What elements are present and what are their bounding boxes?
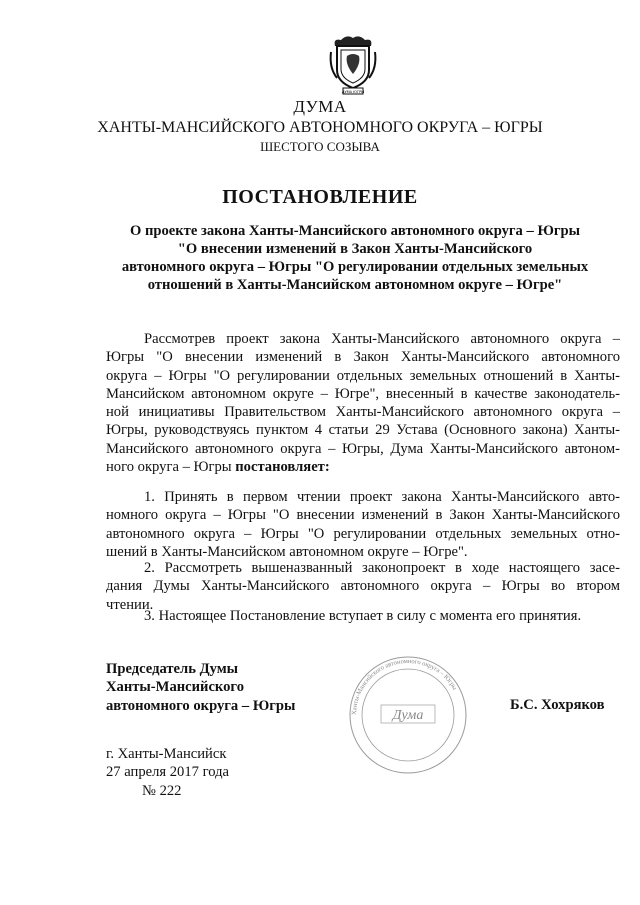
subject-line: О проекте закона Ханты-Мансийского автономного округа – Югры <box>129 223 581 239</box>
svg-text:Дума: Дума <box>392 708 424 723</box>
document-subject <box>100 222 610 294</box>
svg-text:ДУМА ЮГРЫ: ДУМА ЮГРЫ <box>341 90 365 94</box>
organization-title: ДУМА <box>293 97 347 116</box>
region-title: ХАНТЫ-МАНСИЙСКОГО АВТОНОМНОГО ОКРУГА – ЮГРЫ <box>97 119 543 136</box>
subject-line: отношений в Ханты-Мансийском автономном округе – Югре" <box>147 277 563 293</box>
preamble-last-line <box>106 458 620 476</box>
document-number: № 222 <box>142 782 182 799</box>
preamble-line: ной инициативы Правительством Ханты-Мансийского автономного округа – <box>106 404 620 421</box>
coat-of-arms-icon <box>327 34 379 96</box>
document-type-heading: ПОСТАНОВЛЕНИЕ <box>222 186 418 208</box>
official-stamp <box>343 655 473 775</box>
preamble-line: Югры "О внесении изменений в Закон Ханты-Мансийского автономного <box>106 349 620 366</box>
preamble-line: Мансийском автономном округе – Югре", внесенный в качестве законодатель- <box>106 385 620 402</box>
item-line: 1. Принять в первом чтении проект закона Ханты-Мансийского авто- <box>144 489 620 505</box>
subject-line: "О внесении изменений в Закон Ханты-Мансийского <box>177 241 533 257</box>
item-line: автономного округа – Югры "О регулировании отдельных земельных отно- <box>106 525 620 542</box>
preamble-paragraph <box>106 330 620 476</box>
date-label: 27 апреля 2017 года <box>106 764 229 781</box>
item-line: 3. Настоящее Постановление вступает в силу с момента его принятия. <box>144 608 582 624</box>
convocation-label: ШЕСТОГО СОЗЫВА <box>260 139 380 154</box>
signer-title-line: Председатель Думы <box>106 661 239 677</box>
preamble-line: Мансийского автономного округа – Югры, Дума Ханты-Мансийского автоном- <box>106 440 620 457</box>
signer-title <box>106 660 295 715</box>
svg-text:Ханты-Мансийского автономного: Ханты-Мансийского автономного округа – Югры <box>350 657 459 716</box>
signer-title-line: Ханты-Мансийского <box>106 679 244 696</box>
preamble-line: Югры, руководствуясь пунктом 4 статьи 29 Устава (Основного закона) Ханты- <box>106 422 620 439</box>
signer-name: Б.С. Хохряков <box>510 697 605 713</box>
resolves-word: постановляет: <box>235 459 330 476</box>
city-label: г. Ханты-Мансийск <box>106 746 227 762</box>
preamble-line: Рассмотрев проект закона Ханты-Мансийского автономного округа – <box>144 331 620 347</box>
item-line: номного округа – Югры "О внесении изменений в Закон Ханты-Мансийского <box>106 507 620 524</box>
item-1-paragraph <box>106 488 620 561</box>
item-line: 2. Рассмотреть вышеназванный законопроект в ходе настоящего засе- <box>144 560 620 576</box>
item-2-paragraph <box>106 559 620 614</box>
item-line: чтении. <box>106 596 154 613</box>
document-footer <box>106 745 229 800</box>
preamble-last-text: ного округа – Югры <box>106 459 236 476</box>
item-line: шений в Ханты-Мансийском автономном округе – Югре". <box>106 543 468 560</box>
item-3-paragraph <box>106 607 620 625</box>
subject-line: автономного округа – Югры "О регулировании отдельных земельных <box>121 259 589 275</box>
preamble-line: округа – Югры "О регулировании отдельных земельных отношений в Ханты- <box>106 367 620 384</box>
signer-title-line: автономного округа – Югры <box>106 697 296 714</box>
item-line: дания Думы Ханты-Мансийского автономного округа – Югры во втором <box>106 578 620 595</box>
